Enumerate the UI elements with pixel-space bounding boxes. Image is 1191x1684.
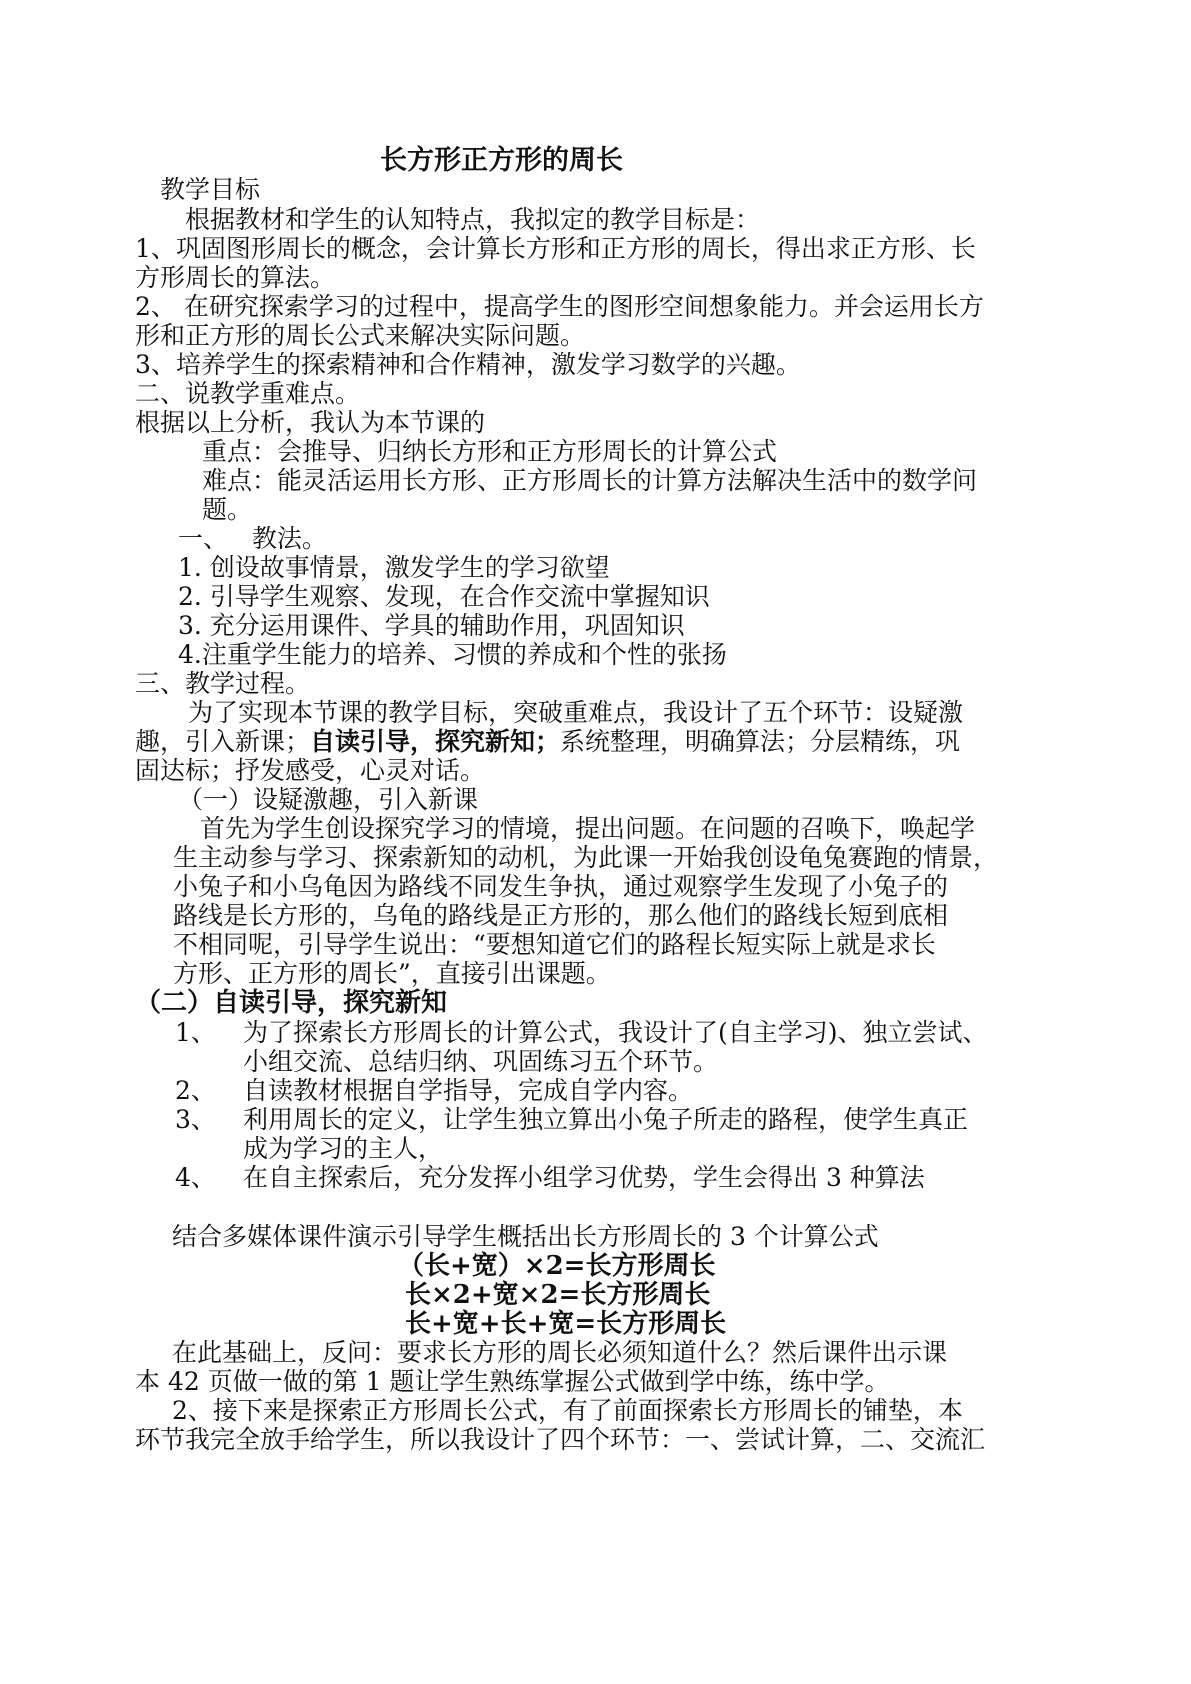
followup-line-2: 本 42 页做一做的第 1 题让学生熟练掌握公式做到学中练，练中学。 [135, 1367, 890, 1396]
followup-line-1: 在此基础上，反问：要求长方形的周长必须知道什么？然后课件出示课 [172, 1338, 948, 1367]
section-2-heading: 二、说教学重难点。 [135, 379, 361, 408]
step-2-number: 2、 [175, 1076, 216, 1105]
methods-heading: 一、 教法。 [178, 524, 327, 553]
goal-2-line-2: 形和正方形的周长公式来解决实际问题。 [135, 321, 586, 350]
key-point: 重点：会推导、归纳长方形和正方形周长的计算公式 [202, 437, 778, 466]
square-section-line-2: 环节我完全放手给学生，所以我设计了四个环节：一、尝试计算，二、交流汇 [135, 1425, 986, 1454]
goals-intro: 根据教材和学生的认知特点，我拟定的教学目标是： [185, 205, 761, 234]
goals-heading: 教学目标 [160, 175, 261, 204]
step-3-line-1: 利用周长的定义，让学生独立算出小兔子所走的路程，使学生真正 [243, 1105, 969, 1134]
part-1-line-5: 不相同呢，引导学生说出：“要想知道它们的路程长短实际上就是求长 [173, 930, 936, 959]
part-1-line-2: 生主动参与学习、探索新知的动机，为此课一开始我创设龟兔赛跑的情景， [173, 843, 999, 872]
method-2: 2. 引导学生观察、发现，在合作交流中掌握知识 [178, 582, 710, 611]
part-1-line-3: 小兔子和小乌龟因为路线不同发生争执，通过观察学生发现了小兔子的 [173, 872, 949, 901]
step-1-line-2: 小组交流、总结归纳、巩固练习五个环节。 [243, 1047, 719, 1076]
goal-1-line-1: 1、巩固图形周长的概念，会计算长方形和正方形的周长，得出求正方形、长 [135, 234, 976, 263]
goal-3: 3、培养学生的探索精神和合作精神，激发学习数学的兴趣。 [135, 350, 801, 379]
formula-3: 长+宽+长+宽=长方形周长 [405, 1309, 727, 1339]
section-2-intro: 根据以上分析，我认为本节课的 [135, 408, 486, 437]
process-line-2-start: 趣，引入新课； [135, 727, 311, 756]
part-1-line-6: 方形、正方形的周长”，直接引出课题。 [173, 959, 611, 988]
page-title: 长方形正方形的周长 [380, 145, 623, 176]
method-3: 3. 充分运用课件、学具的辅助作用，巩固知识 [178, 611, 685, 640]
step-4-number: 4、 [175, 1163, 216, 1192]
formula-1: （长+宽）×2=长方形周长 [398, 1251, 716, 1281]
square-section-line-1: 2、接下来是探索正方形周长公式，有了前面探索长方形周长的铺垫，本 [172, 1396, 963, 1425]
step-4: 在自主探索后，充分发挥小组学习优势，学生会得出 3 种算法 [243, 1163, 925, 1192]
step-2: 自读教材根据自学指导，完成自学内容。 [243, 1076, 694, 1105]
method-4: 4.注重学生能力的培养、习惯的养成和个性的张扬 [178, 640, 727, 669]
formula-2: 长×2+宽×2=长方形周长 [405, 1280, 711, 1310]
goal-1-line-2: 方形周长的算法。 [135, 263, 336, 292]
part-1-line-1: 首先为学生创设探究学习的情境，提出问题。在问题的召唤下，唤起学 [200, 814, 976, 843]
process-line-2-end: 系统整理，明确算法；分层精练，巩 [560, 727, 961, 756]
process-line-2-bold: 自读引导，探究新知； [310, 727, 561, 756]
formula-summary: 结合多媒体课件演示引导学生概括出长方形周长的 3 个计算公式 [172, 1222, 879, 1251]
difficult-point-line-1: 难点：能灵活运用长方形、正方形周长的计算方法解决生活中的数学问 [202, 466, 978, 495]
process-line-3: 固达标；抒发感受，心灵对话。 [135, 756, 486, 785]
step-3-number: 3、 [175, 1105, 216, 1134]
step-1-line-1: 为了探索长方形周长的计算公式，我设计了(自主学习)、独立尝试、 [243, 1018, 988, 1047]
difficult-point-line-2: 题。 [202, 495, 253, 524]
process-line-2 [135, 726, 960, 758]
process-line-1: 为了实现本节课的教学目标，突破重难点，我设计了五个环节：设疑激 [188, 698, 964, 727]
part-1-heading: （一）设疑激趣，引入新课 [178, 785, 479, 814]
goal-2-line-1: 2、 在研究探索学习的过程中，提高学生的图形空间想象能力。并会运用长方 [135, 292, 984, 321]
section-3-heading: 三、教学过程。 [135, 669, 311, 698]
step-3-line-2: 成为学习的主人， [243, 1134, 444, 1163]
part-1-line-4: 路线是长方形的，乌龟的路线是正方形的，那么他们的路线长短到底相 [173, 901, 949, 930]
method-1: 1. 创设故事情景，激发学生的学习欲望 [178, 553, 610, 582]
part-2-heading: （二）自读引导，探究新知 [135, 988, 448, 1018]
step-1-number: 1、 [175, 1018, 216, 1047]
